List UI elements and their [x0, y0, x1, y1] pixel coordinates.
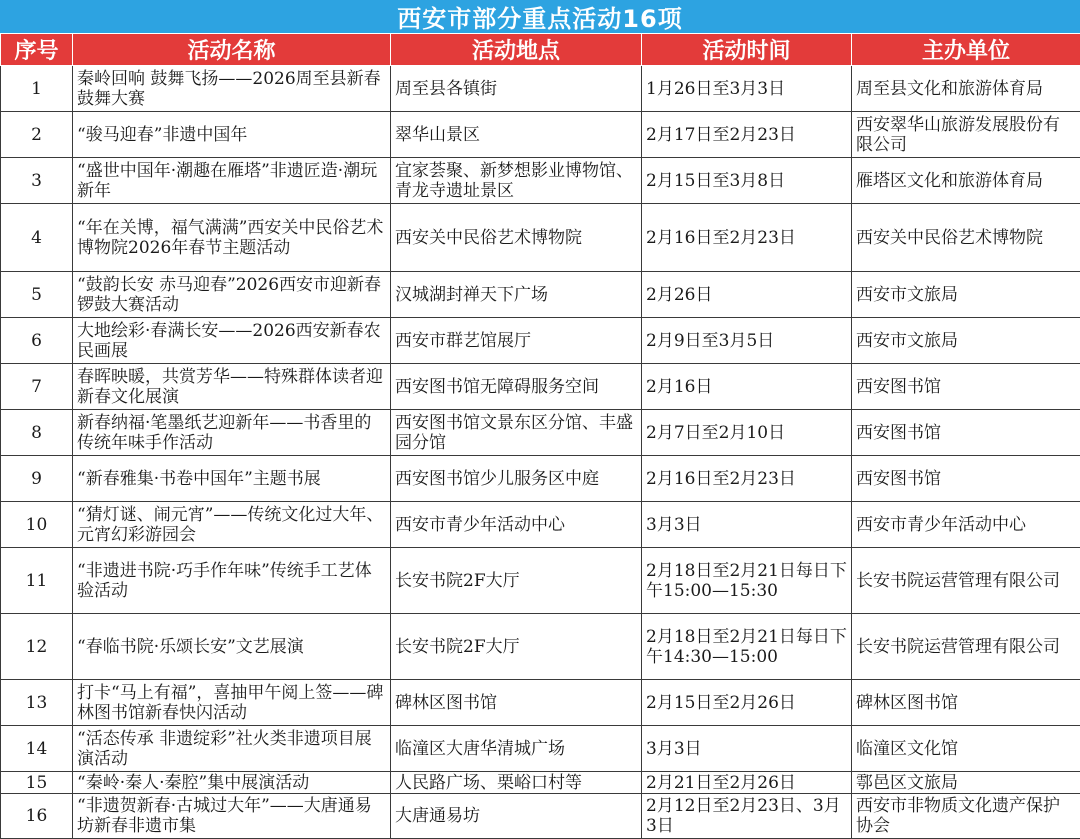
- cell-time: 2月26日: [642, 272, 852, 318]
- cell-place: 西安图书馆文景东区分馆、丰盛园分馆: [391, 410, 642, 456]
- cell-organizer: 鄠邑区文旅局: [852, 772, 1080, 794]
- cell-time: 2月16日至2月23日: [642, 204, 852, 272]
- cell-organizer: 周至县文化和旅游体育局: [852, 66, 1080, 112]
- cell-no: 13: [1, 680, 73, 726]
- table-row: [1, 204, 1080, 272]
- cell-name: “活态传承 非遗绽彩”社火类非遗项目展演活动: [73, 726, 391, 772]
- cell-name: “盛世中国年·潮趣在雁塔”非遗匠造·潮玩新年: [73, 158, 391, 204]
- page-title: 西安市部分重点活动16项: [0, 0, 1080, 33]
- cell-time: 1月26日至3月3日: [642, 66, 852, 112]
- cell-organizer: 雁塔区文化和旅游体育局: [852, 158, 1080, 204]
- cell-place: 长安书院2F大厅: [391, 548, 642, 614]
- table-row: [1, 364, 1080, 410]
- cell-no: 15: [1, 772, 73, 794]
- cell-name: “春临书院·乐颂长安”文艺展演: [73, 614, 391, 680]
- cell-organizer: 西安图书馆: [852, 410, 1080, 456]
- table-row: [1, 456, 1080, 502]
- cell-name: “猜灯谜、闹元宵”——传统文化过大年、元宵幻彩游园会: [73, 502, 391, 548]
- header-no: 序号: [1, 34, 73, 66]
- cell-place: 西安市群艺馆展厅: [391, 318, 642, 364]
- cell-time: 2月21日至2月26日: [642, 772, 852, 794]
- cell-organizer: 碑林区图书馆: [852, 680, 1080, 726]
- cell-organizer: 临潼区文化馆: [852, 726, 1080, 772]
- table-row: [1, 680, 1080, 726]
- cell-time: 2月16日至2月23日: [642, 456, 852, 502]
- cell-no: 14: [1, 726, 73, 772]
- cell-name: “骏马迎春”非遗中国年: [73, 112, 391, 158]
- cell-no: 16: [1, 794, 73, 839]
- cell-time: 2月15日至2月26日: [642, 680, 852, 726]
- cell-no: 11: [1, 548, 73, 614]
- cell-time: 2月12日至2月23日、3月3日: [642, 794, 852, 839]
- table-row: [1, 726, 1080, 772]
- cell-organizer: 西安市青少年活动中心: [852, 502, 1080, 548]
- cell-name: 大地绘彩·春满长安——2026西安新春农民画展: [73, 318, 391, 364]
- cell-no: 9: [1, 456, 73, 502]
- table-row: [1, 158, 1080, 204]
- cell-time: 2月7日至2月10日: [642, 410, 852, 456]
- table-row: [1, 502, 1080, 548]
- cell-name: 打卡“马上有福”，喜抽甲午阅上签——碑林图书馆新春快闪活动: [73, 680, 391, 726]
- cell-no: 8: [1, 410, 73, 456]
- cell-name: 新春纳福·笔墨纸艺迎新年——书香里的传统年味手作活动: [73, 410, 391, 456]
- cell-name: “秦岭·秦人·秦腔”集中展演活动: [73, 772, 391, 794]
- table-header-row: [1, 34, 1080, 66]
- cell-place: 西安图书馆无障碍服务空间: [391, 364, 642, 410]
- cell-no: 2: [1, 112, 73, 158]
- cell-time: 2月16日: [642, 364, 852, 410]
- table-row: [1, 318, 1080, 364]
- cell-place: 碑林区图书馆: [391, 680, 642, 726]
- cell-name: “新春雅集·书卷中国年”主题书展: [73, 456, 391, 502]
- header-place: 活动地点: [391, 34, 642, 66]
- table-row: [1, 614, 1080, 680]
- cell-place: 西安关中民俗艺术博物院: [391, 204, 642, 272]
- cell-name: “鼓韵长安 赤马迎春”2026西安市迎新春锣鼓大赛活动: [73, 272, 391, 318]
- cell-name: 秦岭回响 鼓舞飞扬——2026周至县新春鼓舞大赛: [73, 66, 391, 112]
- cell-name: “年在关博，福气满满”西安关中民俗艺术博物院2026年春节主题活动: [73, 204, 391, 272]
- cell-organizer: 长安书院运营管理有限公司: [852, 548, 1080, 614]
- cell-place: 长安书院2F大厅: [391, 614, 642, 680]
- table-row: [1, 548, 1080, 614]
- cell-no: 10: [1, 502, 73, 548]
- cell-place: 人民路广场、栗峪口村等: [391, 772, 642, 794]
- cell-no: 7: [1, 364, 73, 410]
- cell-organizer: 西安关中民俗艺术博物院: [852, 204, 1080, 272]
- cell-no: 6: [1, 318, 73, 364]
- cell-organizer: 西安图书馆: [852, 456, 1080, 502]
- cell-organizer: 西安市文旅局: [852, 318, 1080, 364]
- cell-organizer: 西安市文旅局: [852, 272, 1080, 318]
- cell-name: 春晖映暖，共赏芳华——特殊群体读者迎新春文化展演: [73, 364, 391, 410]
- header-organizer: 主办单位: [852, 34, 1080, 66]
- cell-place: 西安图书馆少儿服务区中庭: [391, 456, 642, 502]
- cell-no: 3: [1, 158, 73, 204]
- cell-time: 2月15日至3月8日: [642, 158, 852, 204]
- cell-organizer: 西安市非物质文化遗产保护协会: [852, 794, 1080, 839]
- cell-time: 3月3日: [642, 726, 852, 772]
- header-name: 活动名称: [73, 34, 391, 66]
- cell-time: 3月3日: [642, 502, 852, 548]
- cell-time: 2月17日至2月23日: [642, 112, 852, 158]
- cell-name: “非遗贺新春·古城过大年”——大唐通易坊新春非遗市集: [73, 794, 391, 839]
- cell-place: 汉城湖封禅天下广场: [391, 272, 642, 318]
- table-row: [1, 66, 1080, 112]
- cell-place: 翠华山景区: [391, 112, 642, 158]
- cell-place: 西安市青少年活动中心: [391, 502, 642, 548]
- cell-time: 2月9日至3月5日: [642, 318, 852, 364]
- cell-organizer: 长安书院运营管理有限公司: [852, 614, 1080, 680]
- cell-no: 1: [1, 66, 73, 112]
- cell-no: 4: [1, 204, 73, 272]
- cell-no: 5: [1, 272, 73, 318]
- cell-time: 2月18日至2月21日每日下午15:00—15:30: [642, 548, 852, 614]
- table-row: [1, 112, 1080, 158]
- table-row: [1, 272, 1080, 318]
- cell-organizer: 西安翠华山旅游发展股份有限公司: [852, 112, 1080, 158]
- cell-no: 12: [1, 614, 73, 680]
- table-row: [1, 772, 1080, 794]
- cell-place: 临潼区大唐华清城广场: [391, 726, 642, 772]
- table-row: [1, 794, 1080, 839]
- header-time: 活动时间: [642, 34, 852, 66]
- cell-time: 2月18日至2月21日每日下午14:30—15:00: [642, 614, 852, 680]
- cell-name: “非遗进书院·巧手作年味”传统手工艺体验活动: [73, 548, 391, 614]
- cell-place: 大唐通易坊: [391, 794, 642, 839]
- cell-place: 宜家荟聚、新梦想影业博物馆、青龙寺遗址景区: [391, 158, 642, 204]
- events-table: [0, 33, 1080, 839]
- table-row: [1, 410, 1080, 456]
- cell-organizer: 西安图书馆: [852, 364, 1080, 410]
- cell-place: 周至县各镇街: [391, 66, 642, 112]
